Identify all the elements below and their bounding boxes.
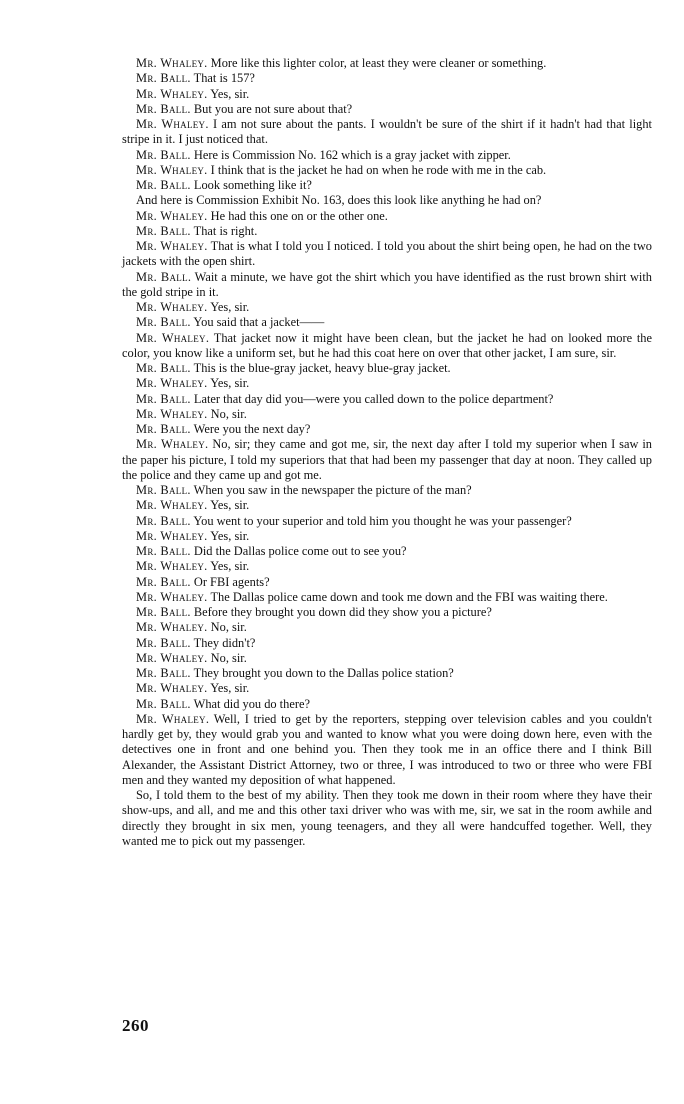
testimony-paragraph <box>122 178 652 193</box>
testimony-paragraph <box>122 392 652 407</box>
testimony-paragraph <box>122 87 652 102</box>
testimony-text: They brought you down to the Dallas police station? <box>190 666 454 680</box>
testimony-paragraph <box>122 193 652 208</box>
testimony-paragraph <box>122 300 652 315</box>
speaker-name: Mr. Ball. <box>136 574 191 589</box>
testimony-text: Well, I tried to get by the reporters, stepping over television cables and you couldn't hardly get by, they would grab you and wanted to know what you were doing down here, even with the detectives one in front and one behind you. Then they took me in an office there and I think Bill Alexander, the Assistant District Attorney, two or three, I was introduced to two or three who were FBI men and they wanted my deposition of what happened. <box>122 711 652 787</box>
speaker-name: Mr. Whaley. <box>136 589 208 604</box>
speaker-name: Mr. Ball. <box>136 147 191 162</box>
testimony-text: Yes, sir. <box>207 681 250 696</box>
testimony-text: That is 157? <box>190 71 255 86</box>
testimony-text: And here is Commission Exhibit No. 163, does this look like anything he had on? <box>136 193 542 208</box>
testimony-text: That is what I told you I noticed. I told you about the shirt being open, he had on the two jackets with the open shirt. <box>122 239 652 269</box>
testimony-paragraph <box>122 529 652 544</box>
testimony-text: They didn't? <box>190 635 256 650</box>
speaker-name: Mr. Whaley. <box>136 620 208 635</box>
testimony-text: You said that a jacket—— <box>190 315 325 330</box>
testimony-text: Wait a minute, we have got the shirt which you have identified as the rust brown shirt with the gold stripe in it. <box>122 269 652 299</box>
testimony-paragraph <box>122 71 652 86</box>
testimony-text: I am not sure about the pants. I wouldn't be sure of the shirt if it hadn't had that light stripe in it. I just noticed that. <box>122 117 652 147</box>
testimony-paragraph <box>122 697 652 712</box>
testimony-paragraph <box>122 224 652 239</box>
speaker-name: Mr. Whaley. <box>136 498 208 513</box>
testimony-text: No, sir. <box>207 620 247 635</box>
testimony-text: Yes, sir. <box>207 559 250 574</box>
testimony-text: Here is Commission No. 162 which is a gray jacket with zipper. <box>190 147 511 162</box>
speaker-name: Mr. Whaley. <box>136 330 210 345</box>
speaker-name: Mr. Whaley. <box>136 117 209 131</box>
testimony-paragraph <box>122 559 652 574</box>
testimony-paragraph <box>122 376 652 391</box>
testimony-paragraph <box>122 117 652 148</box>
speaker-name: Mr. Ball. <box>136 361 191 375</box>
testimony-paragraph <box>122 331 652 362</box>
testimony-paragraph <box>122 239 652 270</box>
testimony-text: When you saw in the newspaper the picture of the man? <box>190 483 472 497</box>
speaker-name: Mr. Ball. <box>136 315 191 330</box>
testimony-paragraph <box>122 651 652 666</box>
speaker-name: Mr. Whaley. <box>136 559 208 574</box>
testimony-text: No, sir; they came and got me, sir, the next day after I told my superior when I saw in the paper his picture, I told my superiors that that had been my passenger that day at noon. They called up the police and they came up and got me. <box>122 437 653 482</box>
testimony-paragraph <box>122 315 652 330</box>
speaker-name: Mr. Ball. <box>136 544 191 558</box>
speaker-name: Mr. Whaley. <box>136 437 209 452</box>
transcript-body <box>122 56 652 849</box>
testimony-paragraph <box>122 575 652 590</box>
speaker-name: Mr. Whaley. <box>136 406 208 421</box>
testimony-paragraph <box>122 407 652 422</box>
speaker-name: Mr. Ball. <box>136 422 191 436</box>
testimony-text: Look something like it? <box>190 178 312 192</box>
speaker-name: Mr. Ball. <box>136 101 191 116</box>
speaker-name: Mr. Ball. <box>136 223 191 238</box>
testimony-paragraph <box>122 498 652 513</box>
testimony-paragraph <box>122 788 652 849</box>
speaker-name: Mr. Whaley. <box>136 162 208 177</box>
testimony-text: No, sir. <box>207 406 247 421</box>
speaker-name: Mr. Whaley. <box>136 681 208 696</box>
testimony-paragraph <box>122 605 652 620</box>
testimony-text: Yes, sir. <box>207 498 250 513</box>
testimony-text: Before they brought you down did they show you a picture? <box>190 605 492 619</box>
testimony-paragraph <box>122 514 652 529</box>
speaker-name: Mr. Whaley. <box>136 376 208 391</box>
testimony-paragraph <box>122 422 652 437</box>
testimony-paragraph <box>122 666 652 681</box>
testimony-text: This is the blue-gray jacket, heavy blue-gray jacket. <box>190 361 451 375</box>
testimony-text: Yes, sir. <box>207 300 250 314</box>
speaker-name: Mr. Whaley. <box>136 711 210 726</box>
testimony-paragraph <box>122 636 652 651</box>
testimony-paragraph <box>122 620 652 635</box>
testimony-text: Yes, sir. <box>207 86 250 101</box>
speaker-name: Mr. Whaley. <box>136 239 208 253</box>
testimony-paragraph <box>122 102 652 117</box>
testimony-paragraph <box>122 681 652 696</box>
speaker-name: Mr. Whaley. <box>136 208 208 223</box>
testimony-paragraph <box>122 209 652 224</box>
testimony-text: You went to your superior and told him you thought he was your passenger? <box>190 513 572 528</box>
speaker-name: Mr. Ball. <box>136 483 191 497</box>
testimony-text: Were you the next day? <box>190 422 311 436</box>
speaker-name: Mr. Ball. <box>136 666 191 680</box>
testimony-text: Later that day did you—were you called down to the police department? <box>190 391 554 406</box>
testimony-paragraph <box>122 163 652 178</box>
speaker-name: Mr. Whaley. <box>136 86 208 101</box>
testimony-text: That jacket now it might have been clean, but the jacket he had on looked more the color, you know like a uniform set, but he had this coat here on over that other jacket, I am sure, sir. <box>122 330 653 360</box>
speaker-name: Mr. Whaley. <box>136 650 208 665</box>
speaker-name: Mr. Ball. <box>136 513 191 528</box>
testimony-text: No, sir. <box>207 650 247 665</box>
speaker-name: Mr. Whaley. <box>136 300 208 314</box>
testimony-paragraph <box>122 148 652 163</box>
testimony-paragraph <box>122 590 652 605</box>
speaker-name: Mr. Ball. <box>136 635 191 650</box>
testimony-paragraph <box>122 270 652 301</box>
testimony-text: Or FBI agents? <box>190 574 270 589</box>
testimony-text: More like this lighter color, at least they were cleaner or something. <box>207 56 547 70</box>
speaker-name: Mr. Ball. <box>136 71 191 86</box>
speaker-name: Mr. Ball. <box>136 696 191 711</box>
speaker-name: Mr. Ball. <box>136 178 191 192</box>
testimony-text: But you are not sure about that? <box>190 101 353 116</box>
speaker-name: Mr. Ball. <box>136 269 192 284</box>
testimony-paragraph <box>122 544 652 559</box>
testimony-text: Yes, sir. <box>207 528 250 543</box>
testimony-text: What did you do there? <box>190 696 310 711</box>
speaker-name: Mr. Whaley. <box>136 528 208 543</box>
testimony-paragraph <box>122 712 652 788</box>
testimony-paragraph <box>122 361 652 376</box>
speaker-name: Mr. Ball. <box>136 391 191 406</box>
testimony-paragraph <box>122 437 652 483</box>
testimony-paragraph <box>122 56 652 71</box>
testimony-text: He had this one on or the other one. <box>207 208 388 223</box>
testimony-text: Yes, sir. <box>207 376 250 391</box>
testimony-paragraph <box>122 483 652 498</box>
speaker-name: Mr. Ball. <box>136 605 191 619</box>
testimony-text: I think that is the jacket he had on when he rode with me in the cab. <box>207 162 547 177</box>
testimony-text: Did the Dallas police come out to see you? <box>190 544 407 558</box>
testimony-text: The Dallas police came down and took me down and the FBI was waiting there. <box>207 589 608 604</box>
speaker-name: Mr. Whaley. <box>136 56 208 70</box>
testimony-text: That is right. <box>190 223 258 238</box>
page-number: 260 <box>122 1016 149 1035</box>
testimony-text: So, I told them to the best of my ability. Then they took me down in their room where they have their show-ups, and all, and me and this other taxi driver who was with me, sir, we sat in the room awhile and directly they brought in six men, young teenagers, and they all were handcuffed together. Well, they wanted me to pick out my passenger. <box>122 788 652 848</box>
